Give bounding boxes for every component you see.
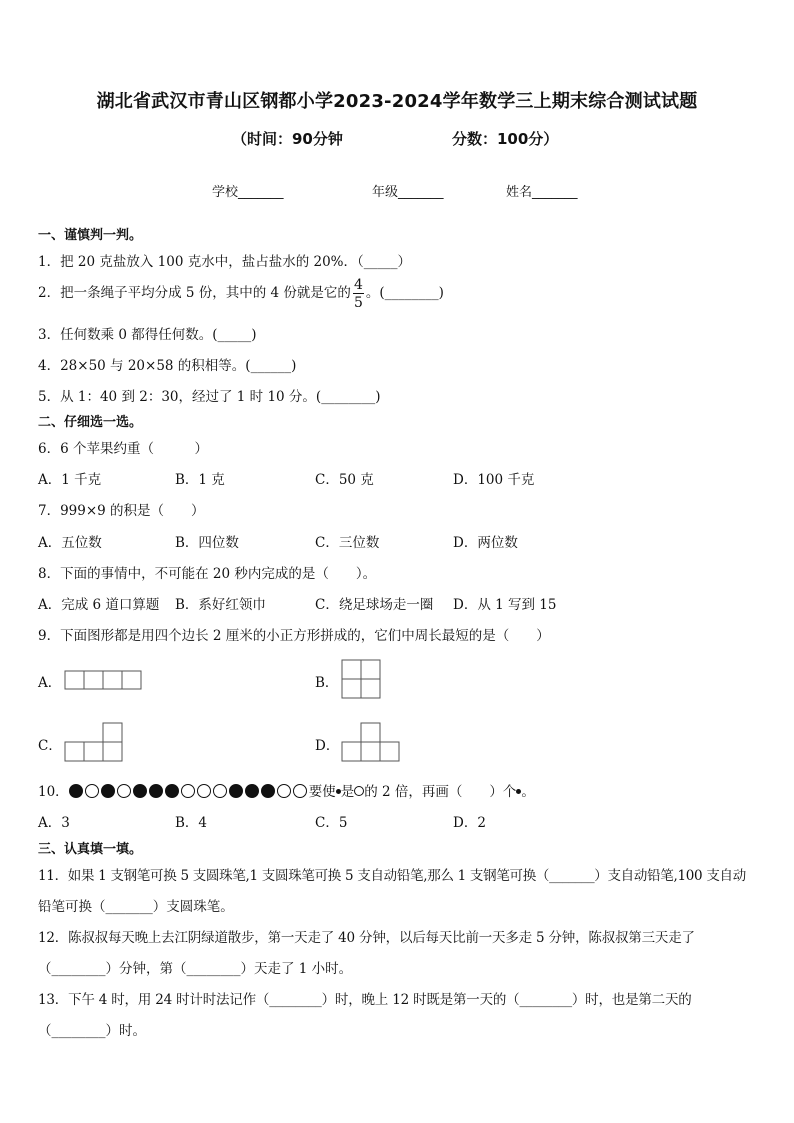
q8-option-c: C．绕足球场走一圈 <box>315 597 434 613</box>
fraction-denominator: 5 <box>353 294 363 311</box>
shape-a-four-in-row <box>64 670 144 692</box>
question-7: 7．999×9 的积是（ ） <box>38 503 205 519</box>
grade-field: 年级_______ <box>372 185 444 200</box>
filled-circle-icon <box>69 784 83 798</box>
q9-option-b: B． <box>315 675 339 691</box>
page-title: 湖北省武汉市青山区钢都小学2023-2024学年数学三上期末综合测试试题 <box>96 91 698 112</box>
question-1: 1．把 20 克盐放入 100 克水中，盐占盐水的 20%．（_____） <box>38 254 411 270</box>
question-4: 4．28×50 与 20×58 的积相等。(______) <box>38 358 297 374</box>
q8-option-a: A．完成 6 道口算题 <box>38 597 160 613</box>
q8-option-b: B．系好红领巾 <box>175 597 266 613</box>
shape-b-two-by-two <box>341 659 383 701</box>
question-5: 5．从 1：40 到 2：30，经过了 1 时 10 分。(________) <box>38 389 381 405</box>
q10-option-c: C．5 <box>315 815 348 831</box>
filled-circle-icon <box>245 784 259 798</box>
q9-option-d: D． <box>315 738 340 754</box>
hollow-circle-icon <box>197 784 211 798</box>
q7-option-d: D．两位数 <box>453 535 518 551</box>
question-13-line-2: （________）时。 <box>38 1023 146 1039</box>
exam-score: 分数：100分） <box>452 130 559 148</box>
hollow-circle-icon <box>293 784 307 798</box>
q9-option-c: C． <box>38 738 62 754</box>
hollow-circle-icon <box>213 784 227 798</box>
hollow-circle-icon <box>85 784 99 798</box>
question-10 <box>38 780 535 800</box>
question-2-text: 2．把一条绳子平均分成 5 份，其中的 4 份就是它的 <box>38 285 351 301</box>
q6-option-c: C．50 克 <box>315 472 374 488</box>
q8-option-d: D．从 1 写到 15 <box>453 597 557 613</box>
filled-circle-icon <box>101 784 115 798</box>
question-10-text-4: 。 <box>521 784 535 800</box>
question-11-line-1: 11．如果 1 支钢笔可换 5 支圆珠笔,1 支圆珠笔可换 5 支自动铅笔,那么 1 支钢笔可换（_______）支自动铅笔,100 支自动 <box>38 868 746 884</box>
section-heading-1: 一、谨慎判一判。 <box>38 228 143 243</box>
hollow-circle-icon <box>277 784 291 798</box>
shape-c-l-shape <box>64 722 126 764</box>
filled-circle-icon <box>261 784 275 798</box>
hollow-circle-icon <box>117 784 131 798</box>
question-2 <box>38 276 444 310</box>
circle-pattern <box>69 784 309 800</box>
question-10-text-2: 是 <box>340 784 355 800</box>
hollow-circle-icon <box>181 784 195 798</box>
q6-option-b: B．1 克 <box>175 472 225 488</box>
question-13-line-1: 13．下午 4 时，用 24 时计时法记作（________）时，晚上 12 时既是第一天的（________）时，也是第二天的 <box>38 992 692 1008</box>
section-heading-3: 三、认真填一填。 <box>38 842 143 857</box>
question-6: 6．6 个苹果约重（ ） <box>38 441 208 457</box>
q6-option-a: A．1 千克 <box>38 472 102 488</box>
q10-option-a: A．3 <box>38 815 70 831</box>
question-2-blank: 。(________) <box>365 285 444 301</box>
q7-option-c: C．三位数 <box>315 535 380 551</box>
section-heading-2: 二、仔细选一选。 <box>38 415 143 430</box>
fraction <box>353 278 364 310</box>
q10-option-b: B．4 <box>175 815 208 831</box>
shape-d-t-shape <box>341 722 403 764</box>
q10-option-d: D．2 <box>453 815 486 831</box>
name-field: 姓名_______ <box>506 185 578 200</box>
exam-time: （时间：90分钟 <box>232 130 343 148</box>
filled-circle-icon <box>165 784 179 798</box>
filled-circle-icon <box>133 784 147 798</box>
question-10-text-3: 的 2 倍，再画（ ）个 <box>364 784 517 800</box>
question-8: 8．下面的事情中，不可能在 20 秒内完成的是（ ）。 <box>38 566 377 582</box>
question-11-line-2: 铅笔可换（_______）支圆珠笔。 <box>38 899 234 915</box>
hollow-circle-icon <box>354 786 364 796</box>
question-10-text-1: 要使 <box>308 784 336 800</box>
question-12-line-1: 12．陈叔叔每天晚上去江阴绿道散步，第一天走了 40 分钟，以后每天比前一天多走 5 分钟，陈叔叔第三天走了 <box>38 930 695 946</box>
q7-option-b: B．四位数 <box>175 535 239 551</box>
fraction-numerator: 4 <box>353 276 363 293</box>
question-12-line-2: （________）分钟，第（________）天走了 1 小时。 <box>38 961 353 977</box>
q7-option-a: A．五位数 <box>38 535 102 551</box>
filled-circle-icon <box>229 784 243 798</box>
q6-option-d: D．100 千克 <box>453 472 535 488</box>
q9-option-a: A． <box>38 675 62 691</box>
question-10-number: 10． <box>38 784 69 800</box>
school-field: 学校_______ <box>212 185 284 200</box>
question-3: 3．任何数乘 0 都得任何数。(_____) <box>38 327 257 343</box>
question-9: 9．下面图形都是用四个边长 2 厘米的小正方形拼成的，它们中周长最短的是（ ） <box>38 628 550 644</box>
filled-circle-icon <box>149 784 163 798</box>
